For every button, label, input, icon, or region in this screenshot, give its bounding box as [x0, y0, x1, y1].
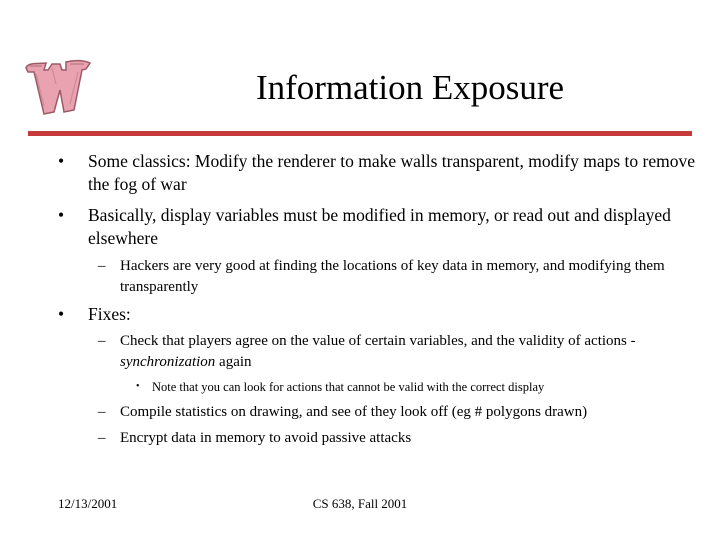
- sub-bullet-marker: –: [98, 430, 106, 446]
- bullet-marker: •: [58, 205, 65, 225]
- bullet-text: Basically, display variables must be modified in memory, or read out and displayed elsewhere: [88, 205, 671, 248]
- sub-bullet-marker: –: [98, 258, 106, 274]
- sub-bullet-marker: –: [98, 404, 106, 420]
- sub-sub-bullet-text: Note that you can look for actions that cannot be valid with the correct display: [152, 380, 545, 394]
- sub-bullet-item: [98, 428, 688, 449]
- bullet-marker: •: [58, 151, 65, 171]
- university-w-logo-icon: [22, 54, 94, 122]
- title-divider: [28, 131, 692, 136]
- footer-date: 12/13/2001: [58, 496, 118, 511]
- sub-bullet-text: Check that players agree on the value of certain variables, and the validity of actions - synchronization again: [120, 333, 636, 370]
- sub-bullet-text: Hackers are very good at finding the locations of key data in memory, and modifying them transparently: [120, 258, 665, 295]
- sub-sub-bullet-item: [136, 379, 696, 395]
- bullet-item: [58, 150, 698, 196]
- sub-sub-bullet-marker: •: [136, 381, 140, 392]
- sub-bullet-item: [98, 256, 688, 298]
- sub-bullet-marker: –: [98, 333, 106, 349]
- footer-course: CS 638, Fall 2001: [312, 496, 408, 511]
- bullet-text: Some classics: Modify the renderer to make walls transparent, modify maps to remove the fog of war: [88, 151, 695, 194]
- bullet-marker: •: [58, 304, 65, 324]
- bullet-item: [58, 204, 698, 250]
- slide-title: Information Exposure: [255, 68, 565, 107]
- sub-bullet-item: [98, 331, 688, 373]
- bullet-text: Fixes:: [88, 304, 131, 324]
- bullet-item: [58, 303, 698, 326]
- sub-bullet-text: Compile statistics on drawing, and see of they look off (eg # polygons drawn): [120, 404, 588, 420]
- sub-bullet-text: Encrypt data in memory to avoid passive attacks: [120, 430, 412, 446]
- sub-bullet-item: [98, 402, 688, 423]
- emphasis-text: synchronization: [120, 354, 216, 370]
